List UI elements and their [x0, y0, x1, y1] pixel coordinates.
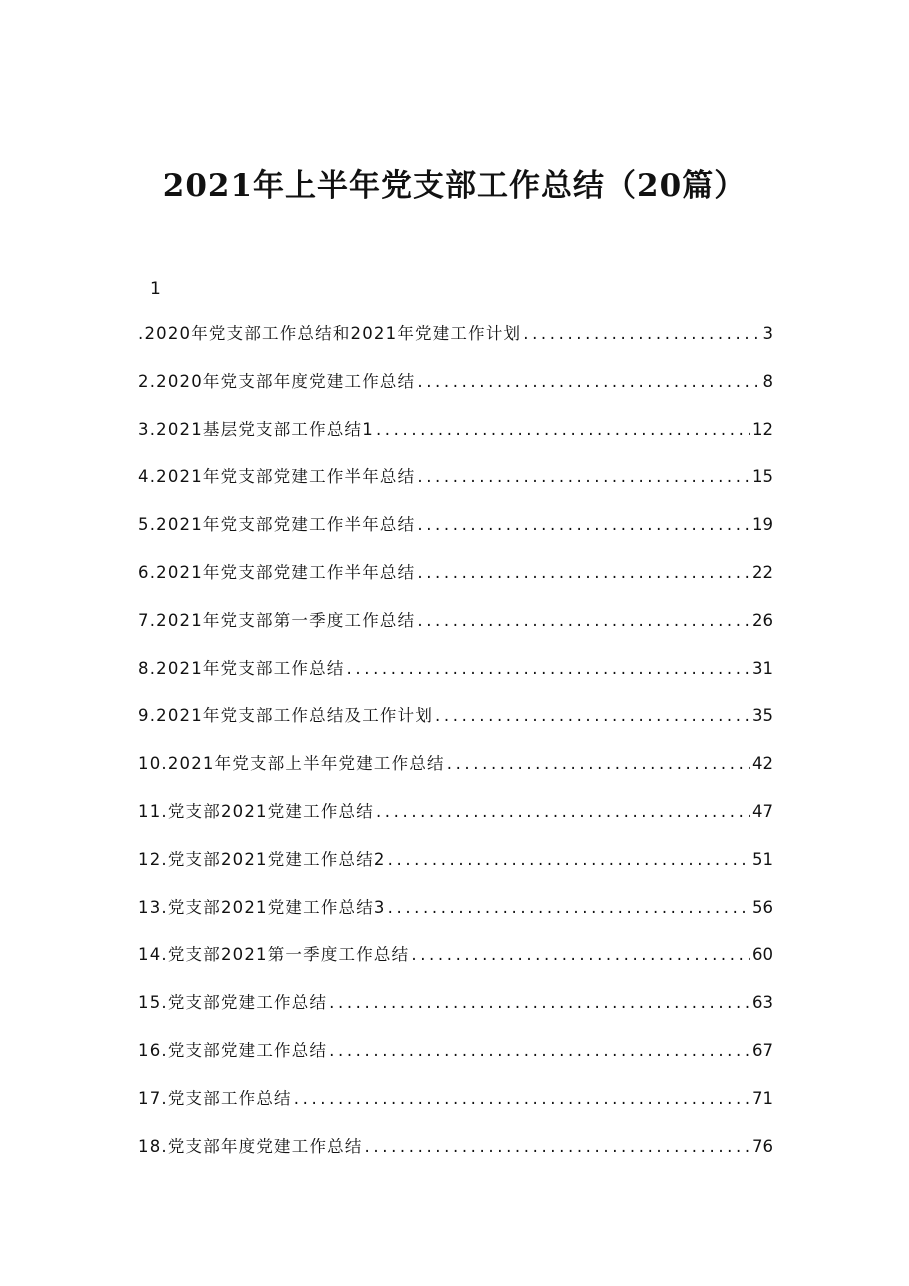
- toc-heading: 1: [150, 279, 161, 299]
- toc-dot-leader: [376, 416, 750, 444]
- toc-entry-page: 63: [752, 993, 773, 1013]
- toc-dot-leader: [329, 989, 750, 1017]
- document-title: 2021年上半年党支部工作总结（20篇）: [162, 168, 747, 204]
- toc-entry-page: 15: [752, 467, 773, 487]
- toc-dot-leader: [365, 1133, 750, 1161]
- toc-entry[interactable]: [138, 846, 773, 894]
- toc-entry-title: 6.2021年党支部党建工作半年总结: [138, 562, 416, 582]
- toc-entry-page: 8: [762, 371, 773, 391]
- table-of-contents: [138, 320, 773, 1180]
- toc-entry-title: 9.2021年党支部工作总结及工作计划: [138, 706, 434, 726]
- toc-entry-title: 7.2021年党支部第一季度工作总结: [138, 610, 416, 630]
- toc-entry-page: 35: [752, 706, 773, 726]
- toc-entry-page: 56: [752, 897, 773, 917]
- toc-entry-page: 26: [752, 610, 773, 630]
- toc-dot-leader: [417, 607, 750, 635]
- toc-entry-title: 4.2021年党支部党建工作半年总结: [138, 467, 416, 487]
- toc-dot-leader: [388, 894, 750, 922]
- toc-dot-leader: [294, 1085, 750, 1113]
- toc-entry-page: 31: [752, 658, 773, 678]
- toc-entry-title: 11.党支部2021党建工作总结: [138, 801, 374, 821]
- toc-entry[interactable]: [138, 655, 773, 703]
- toc-dot-leader: [447, 750, 750, 778]
- toc-entry-title: 18.党支部年度党建工作总结: [138, 1136, 363, 1156]
- toc-entry-title: 16.党支部党建工作总结: [138, 1040, 328, 1060]
- toc-entry-page: 19: [752, 515, 773, 535]
- toc-entry-page: 67: [752, 1040, 773, 1060]
- toc-entry-title: 2.2020年党支部年度党建工作总结: [138, 371, 416, 391]
- toc-entry[interactable]: [138, 894, 773, 942]
- toc-dot-leader: [417, 559, 750, 587]
- toc-dot-leader: [411, 941, 750, 969]
- toc-entry[interactable]: [138, 559, 773, 607]
- toc-entry-title: 14.党支部2021第一季度工作总结: [138, 945, 410, 965]
- toc-entry[interactable]: [138, 463, 773, 511]
- toc-entry-page: 71: [752, 1088, 773, 1108]
- toc-entry[interactable]: [138, 416, 773, 464]
- toc-entry[interactable]: [138, 941, 773, 989]
- toc-dot-leader: [388, 846, 750, 874]
- toc-entry-page: 51: [752, 849, 773, 869]
- toc-dot-leader: [417, 511, 750, 539]
- toc-dot-leader: [376, 798, 750, 826]
- toc-entry-title: .2020年党支部工作总结和2021年党建工作计划: [138, 324, 522, 343]
- toc-entry[interactable]: [138, 1085, 773, 1133]
- toc-dot-leader: [347, 655, 750, 683]
- toc-entry-title: 5.2021年党支部党建工作半年总结: [138, 515, 416, 535]
- toc-entry[interactable]: [138, 607, 773, 655]
- toc-entry-page: 42: [752, 754, 773, 774]
- toc-entry-title: 8.2021年党支部工作总结: [138, 658, 345, 678]
- toc-dot-leader: [435, 702, 750, 730]
- toc-entry[interactable]: [138, 989, 773, 1037]
- toc-dot-leader: [417, 463, 750, 491]
- toc-entry-page: 60: [752, 945, 773, 965]
- toc-entry-page: 12: [752, 419, 773, 439]
- toc-dot-leader: [523, 320, 760, 348]
- toc-entry[interactable]: [138, 798, 773, 846]
- toc-entry-title: 15.党支部党建工作总结: [138, 993, 328, 1013]
- toc-entry[interactable]: [138, 511, 773, 559]
- toc-entry-page: 3: [762, 324, 773, 343]
- toc-dot-leader: [329, 1037, 750, 1065]
- toc-entry-title: 13.党支部2021党建工作总结3: [138, 897, 386, 917]
- toc-entry-title: 17.党支部工作总结: [138, 1088, 292, 1108]
- toc-entry-title: 12.党支部2021党建工作总结2: [138, 849, 386, 869]
- toc-entry[interactable]: [138, 1037, 773, 1085]
- toc-entry-title: 3.2021基层党支部工作总结1: [138, 419, 374, 439]
- toc-entry-page: 47: [752, 801, 773, 821]
- toc-dot-leader: [417, 368, 760, 396]
- toc-entry[interactable]: [138, 1133, 773, 1181]
- toc-entry[interactable]: [138, 368, 773, 416]
- toc-entry[interactable]: [138, 320, 773, 368]
- toc-entry-title: 10.2021年党支部上半年党建工作总结: [138, 754, 445, 774]
- toc-entry[interactable]: [138, 750, 773, 798]
- toc-entry[interactable]: [138, 702, 773, 750]
- toc-entry-page: 76: [752, 1136, 773, 1156]
- toc-entry-page: 22: [752, 562, 773, 582]
